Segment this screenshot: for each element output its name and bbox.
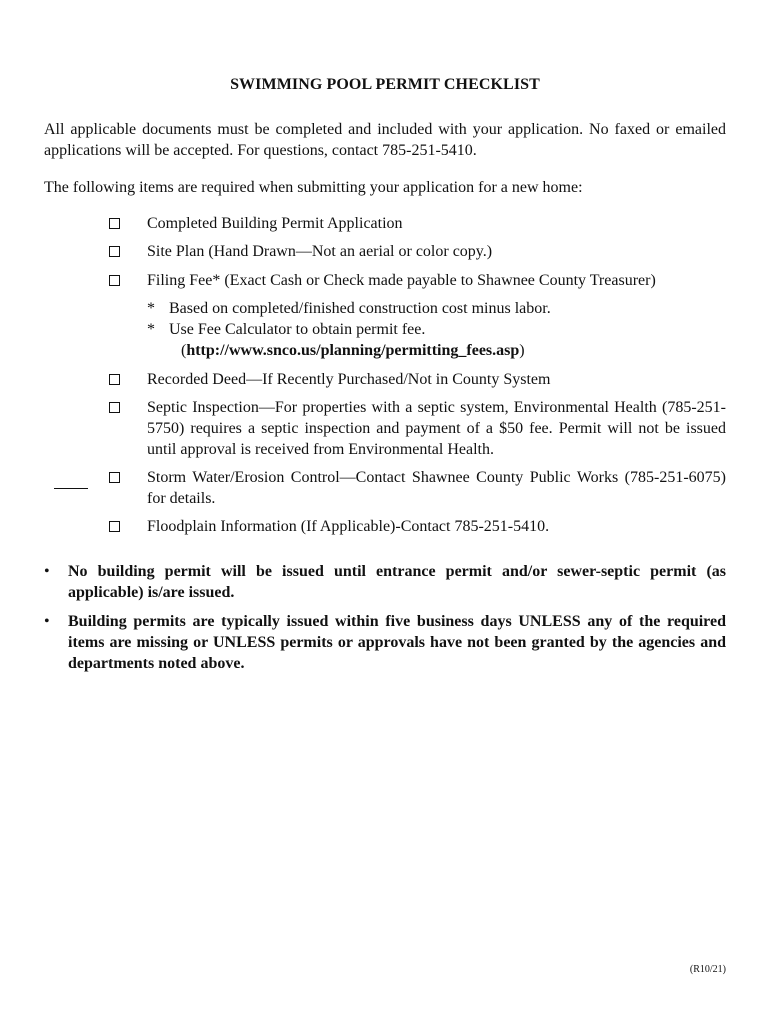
paren-open: ( <box>181 342 187 359</box>
fee-note-text: Based on completed/finished construction cost minus labor. <box>169 300 551 317</box>
fee-url[interactable]: http://www.snco.us/planning/permitting_fees.asp <box>186 342 520 359</box>
bullet-dot: • <box>44 563 50 580</box>
required-heading: The following items are required when submitting your application for a new home: <box>44 179 583 196</box>
bullet-text: No building permit will be issued until entrance permit and/or sewer-septic permit (as applicable) is/are issued. <box>68 563 726 601</box>
bullet-dot: • <box>44 613 50 630</box>
blank-line <box>54 467 88 489</box>
checkbox-icon[interactable] <box>109 374 120 385</box>
checklist-item-text: Septic Inspection—For properties with a septic system, Environmental Health (785-251-5750) requires a septic inspection and payment of a $50 fee. Permit will not be issued until approval is received from Environmental Health. <box>147 399 726 458</box>
fee-calculator-link[interactable] <box>181 340 525 361</box>
page-title: SWIMMING POOL PERMIT CHECKLIST <box>230 76 540 93</box>
revision-code: (R10/21) <box>689 964 726 975</box>
checkbox-icon[interactable] <box>109 521 120 532</box>
checklist-item-text: Filing Fee* (Exact Cash or Check made payable to Shawnee County Treasurer) <box>147 272 656 289</box>
checklist-item-text: Storm Water/Erosion Control—Contact Shawnee County Public Works (785-251-6075) for details. <box>147 469 726 507</box>
fee-note-text: Use Fee Calculator to obtain permit fee. <box>169 321 426 338</box>
checklist-item-text: Completed Building Permit Application <box>147 215 403 232</box>
checkbox-icon[interactable] <box>109 402 120 413</box>
checkbox-icon[interactable] <box>109 275 120 286</box>
asterisk: * <box>147 300 155 317</box>
bullet-text: Building permits are typically issued within five business days UNLESS any of the required items are missing or UNLESS permits or approvals have not been granted by the agencies and departments noted above. <box>68 613 726 672</box>
checklist-item-text: Recorded Deed—If Recently Purchased/Not in County System <box>147 371 551 388</box>
intro-paragraph: All applicable documents must be completed and included with your application. No faxed or emailed applications will be accepted. For questions, contact 785-251-5410. <box>44 121 726 159</box>
checkbox-icon[interactable] <box>109 246 120 257</box>
checklist-item-text: Floodplain Information (If Applicable)-Contact 785-251-5410. <box>147 518 550 535</box>
checkbox-icon[interactable] <box>109 218 120 229</box>
asterisk: * <box>147 321 155 338</box>
paren-close: ) <box>519 342 525 359</box>
checkbox-icon[interactable] <box>109 472 120 483</box>
checklist-item-text: Site Plan (Hand Drawn—Not an aerial or color copy.) <box>147 243 493 260</box>
